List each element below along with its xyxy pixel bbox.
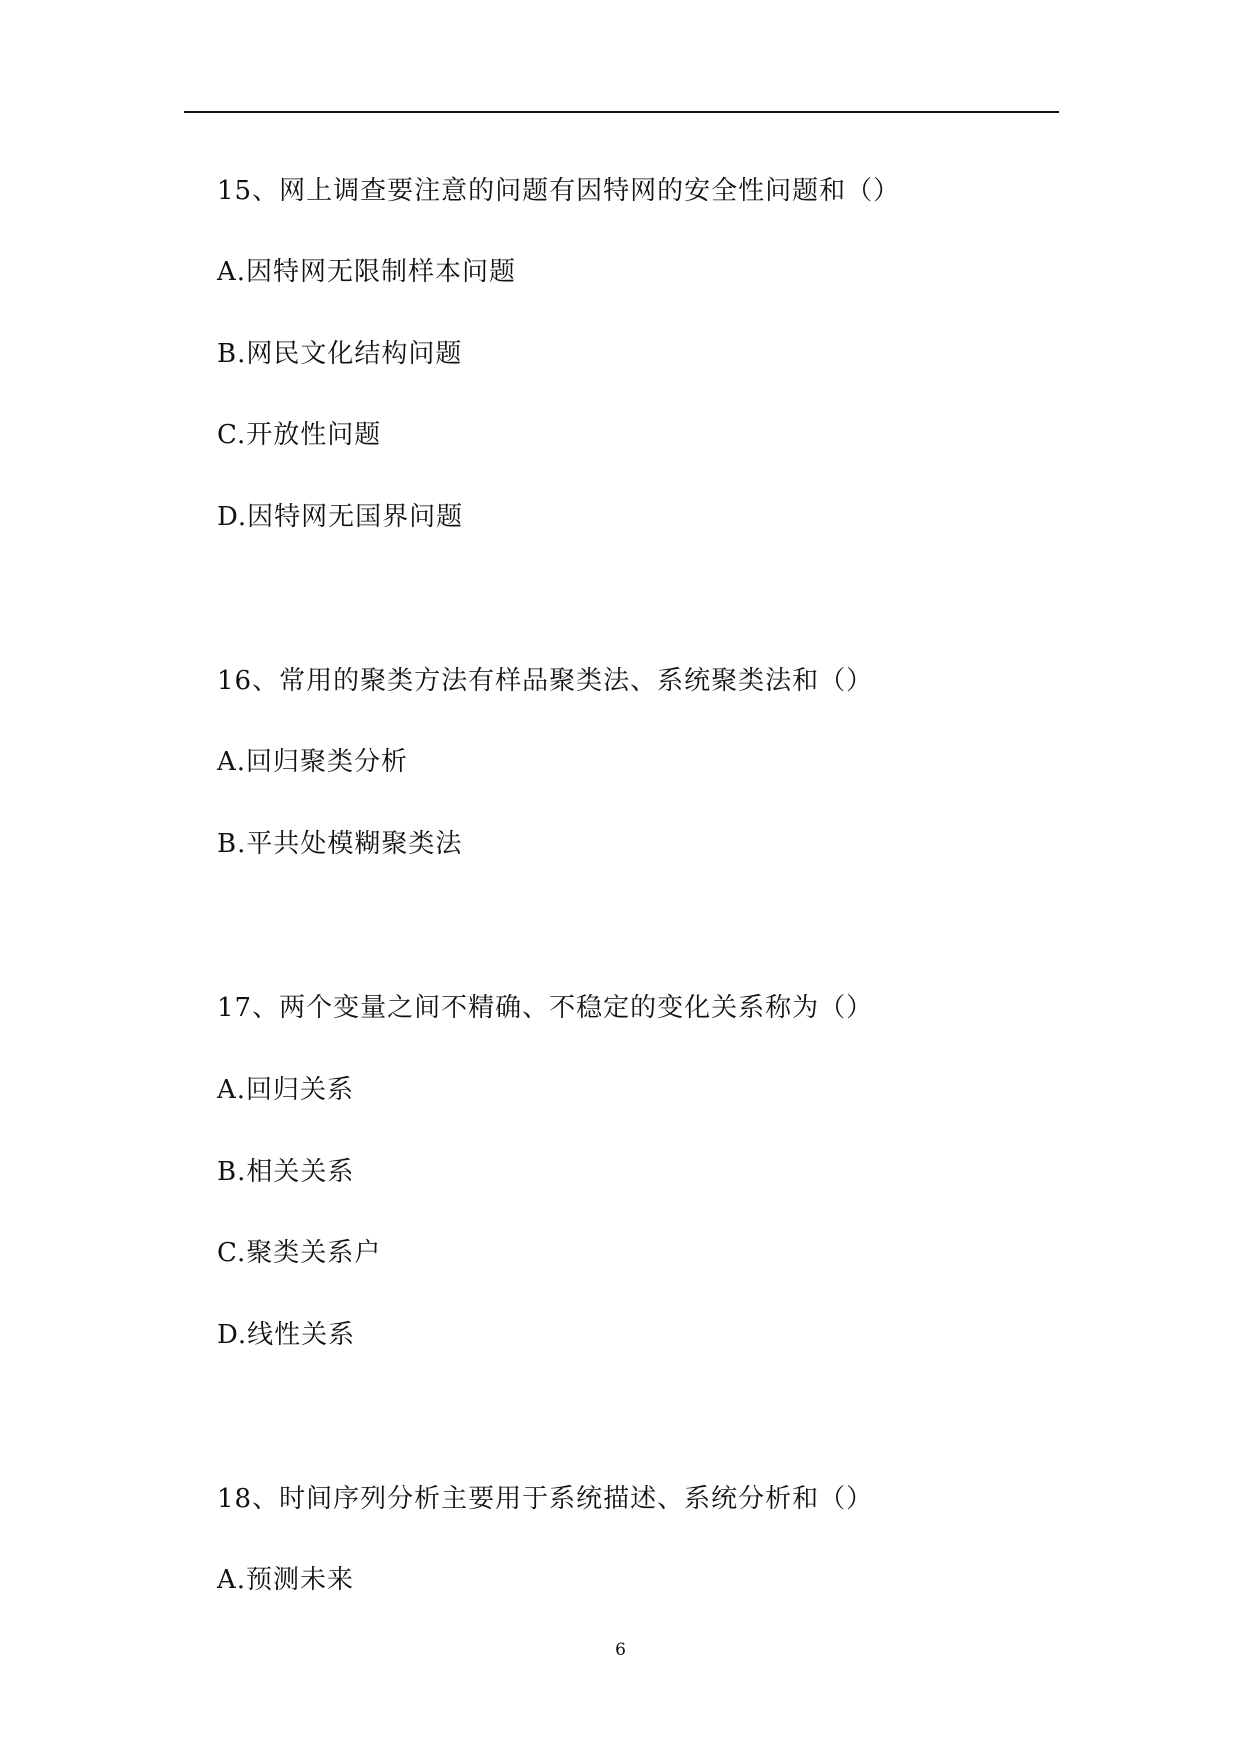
question-15-option-d: D.因特网无国界问题 — [217, 502, 464, 532]
question-16-stem: 16、常用的聚类方法有样品聚类法、系统聚类法和（） — [217, 666, 874, 696]
question-15-option-c: C.开放性问题 — [217, 420, 382, 450]
header-rule — [184, 111, 1059, 113]
question-17-option-d: D.线性关系 — [217, 1320, 356, 1350]
question-17-option-a: A.回归关系 — [217, 1075, 355, 1105]
question-17-stem: 17、两个变量之间不精确、不稳定的变化关系称为（） — [217, 993, 874, 1023]
question-18-option-a: A.预测未来 — [217, 1565, 355, 1595]
question-16-option-b: B.平共处模糊聚类法 — [217, 829, 463, 859]
question-15-stem: 15、网上调查要注意的问题有因特网的安全性问题和（） — [217, 176, 901, 206]
question-16-option-a: A.回归聚类分析 — [217, 747, 409, 777]
question-15-option-a: A.因特网无限制样本问题 — [217, 257, 517, 287]
question-18-stem: 18、时间序列分析主要用于系统描述、系统分析和（） — [217, 1484, 874, 1514]
question-15-option-b: B.网民文化结构问题 — [217, 339, 463, 369]
question-17-option-b: B.相关关系 — [217, 1157, 355, 1187]
page-number: 6 — [615, 1640, 626, 1660]
question-17-option-c: C.聚类关系户 — [217, 1238, 382, 1268]
